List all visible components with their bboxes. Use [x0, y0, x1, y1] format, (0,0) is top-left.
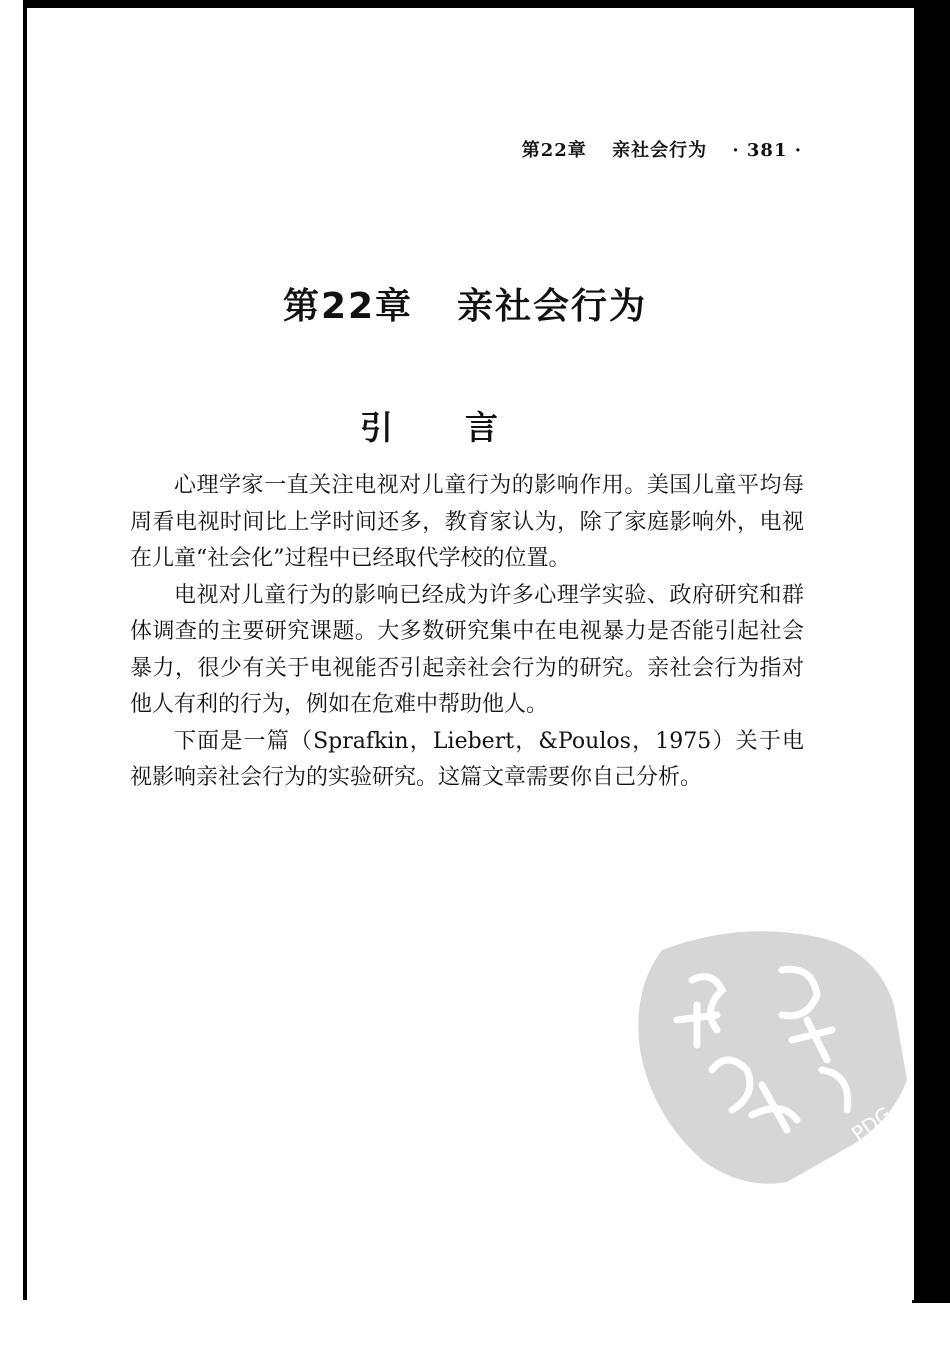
- scan-right-border: [914, 0, 950, 1300]
- chapter-number: 第22章: [282, 286, 414, 327]
- paragraph: 下面是一篇（Sprafkin，Liebert，&Poulos，1975）关于电视影响亲社会行为的实验研究。这篇文章需要你自己分析。: [130, 728, 804, 790]
- scan-left-margin: [0, 0, 24, 1345]
- running-header: [522, 136, 802, 162]
- library-seal-watermark: [622, 910, 912, 1190]
- page-number: · 381 ·: [732, 140, 802, 161]
- scan-bottom-margin: [0, 1300, 950, 1345]
- chapter-name: 亲社会行为: [457, 286, 648, 327]
- seal-shape: [638, 931, 907, 1183]
- body-text: [130, 468, 804, 797]
- header-title: 亲社会行为: [612, 140, 708, 161]
- paragraph: 心理学家一直关注电视对儿童行为的影响作用。美国儿童平均每周看电视时间比上学时间还多，教育家认为，除了家庭影响外，电视在儿童“社会化”过程中已经取代学校的位置。: [130, 473, 804, 571]
- scan-top-border: [0, 0, 950, 8]
- header-chapter: 第22章: [521, 140, 587, 161]
- section-title: 引言: [360, 408, 570, 447]
- chapter-title: [0, 278, 930, 329]
- scan-left-border: [23, 0, 27, 1300]
- scan-bottom-border: [912, 1300, 950, 1303]
- seal-pdg-text: PDG: [847, 1101, 897, 1147]
- paragraph: 电视对儿童行为的影响已经成为许多心理学实验、政府研究和群体调查的主要研究课题。大多数研究集中在电视暴力是否能引起社会暴力，很少有关于电视能否引起亲社会行为的研究。亲社会行为指对他人有利的行为，例如在危难中帮助他人。: [130, 582, 804, 717]
